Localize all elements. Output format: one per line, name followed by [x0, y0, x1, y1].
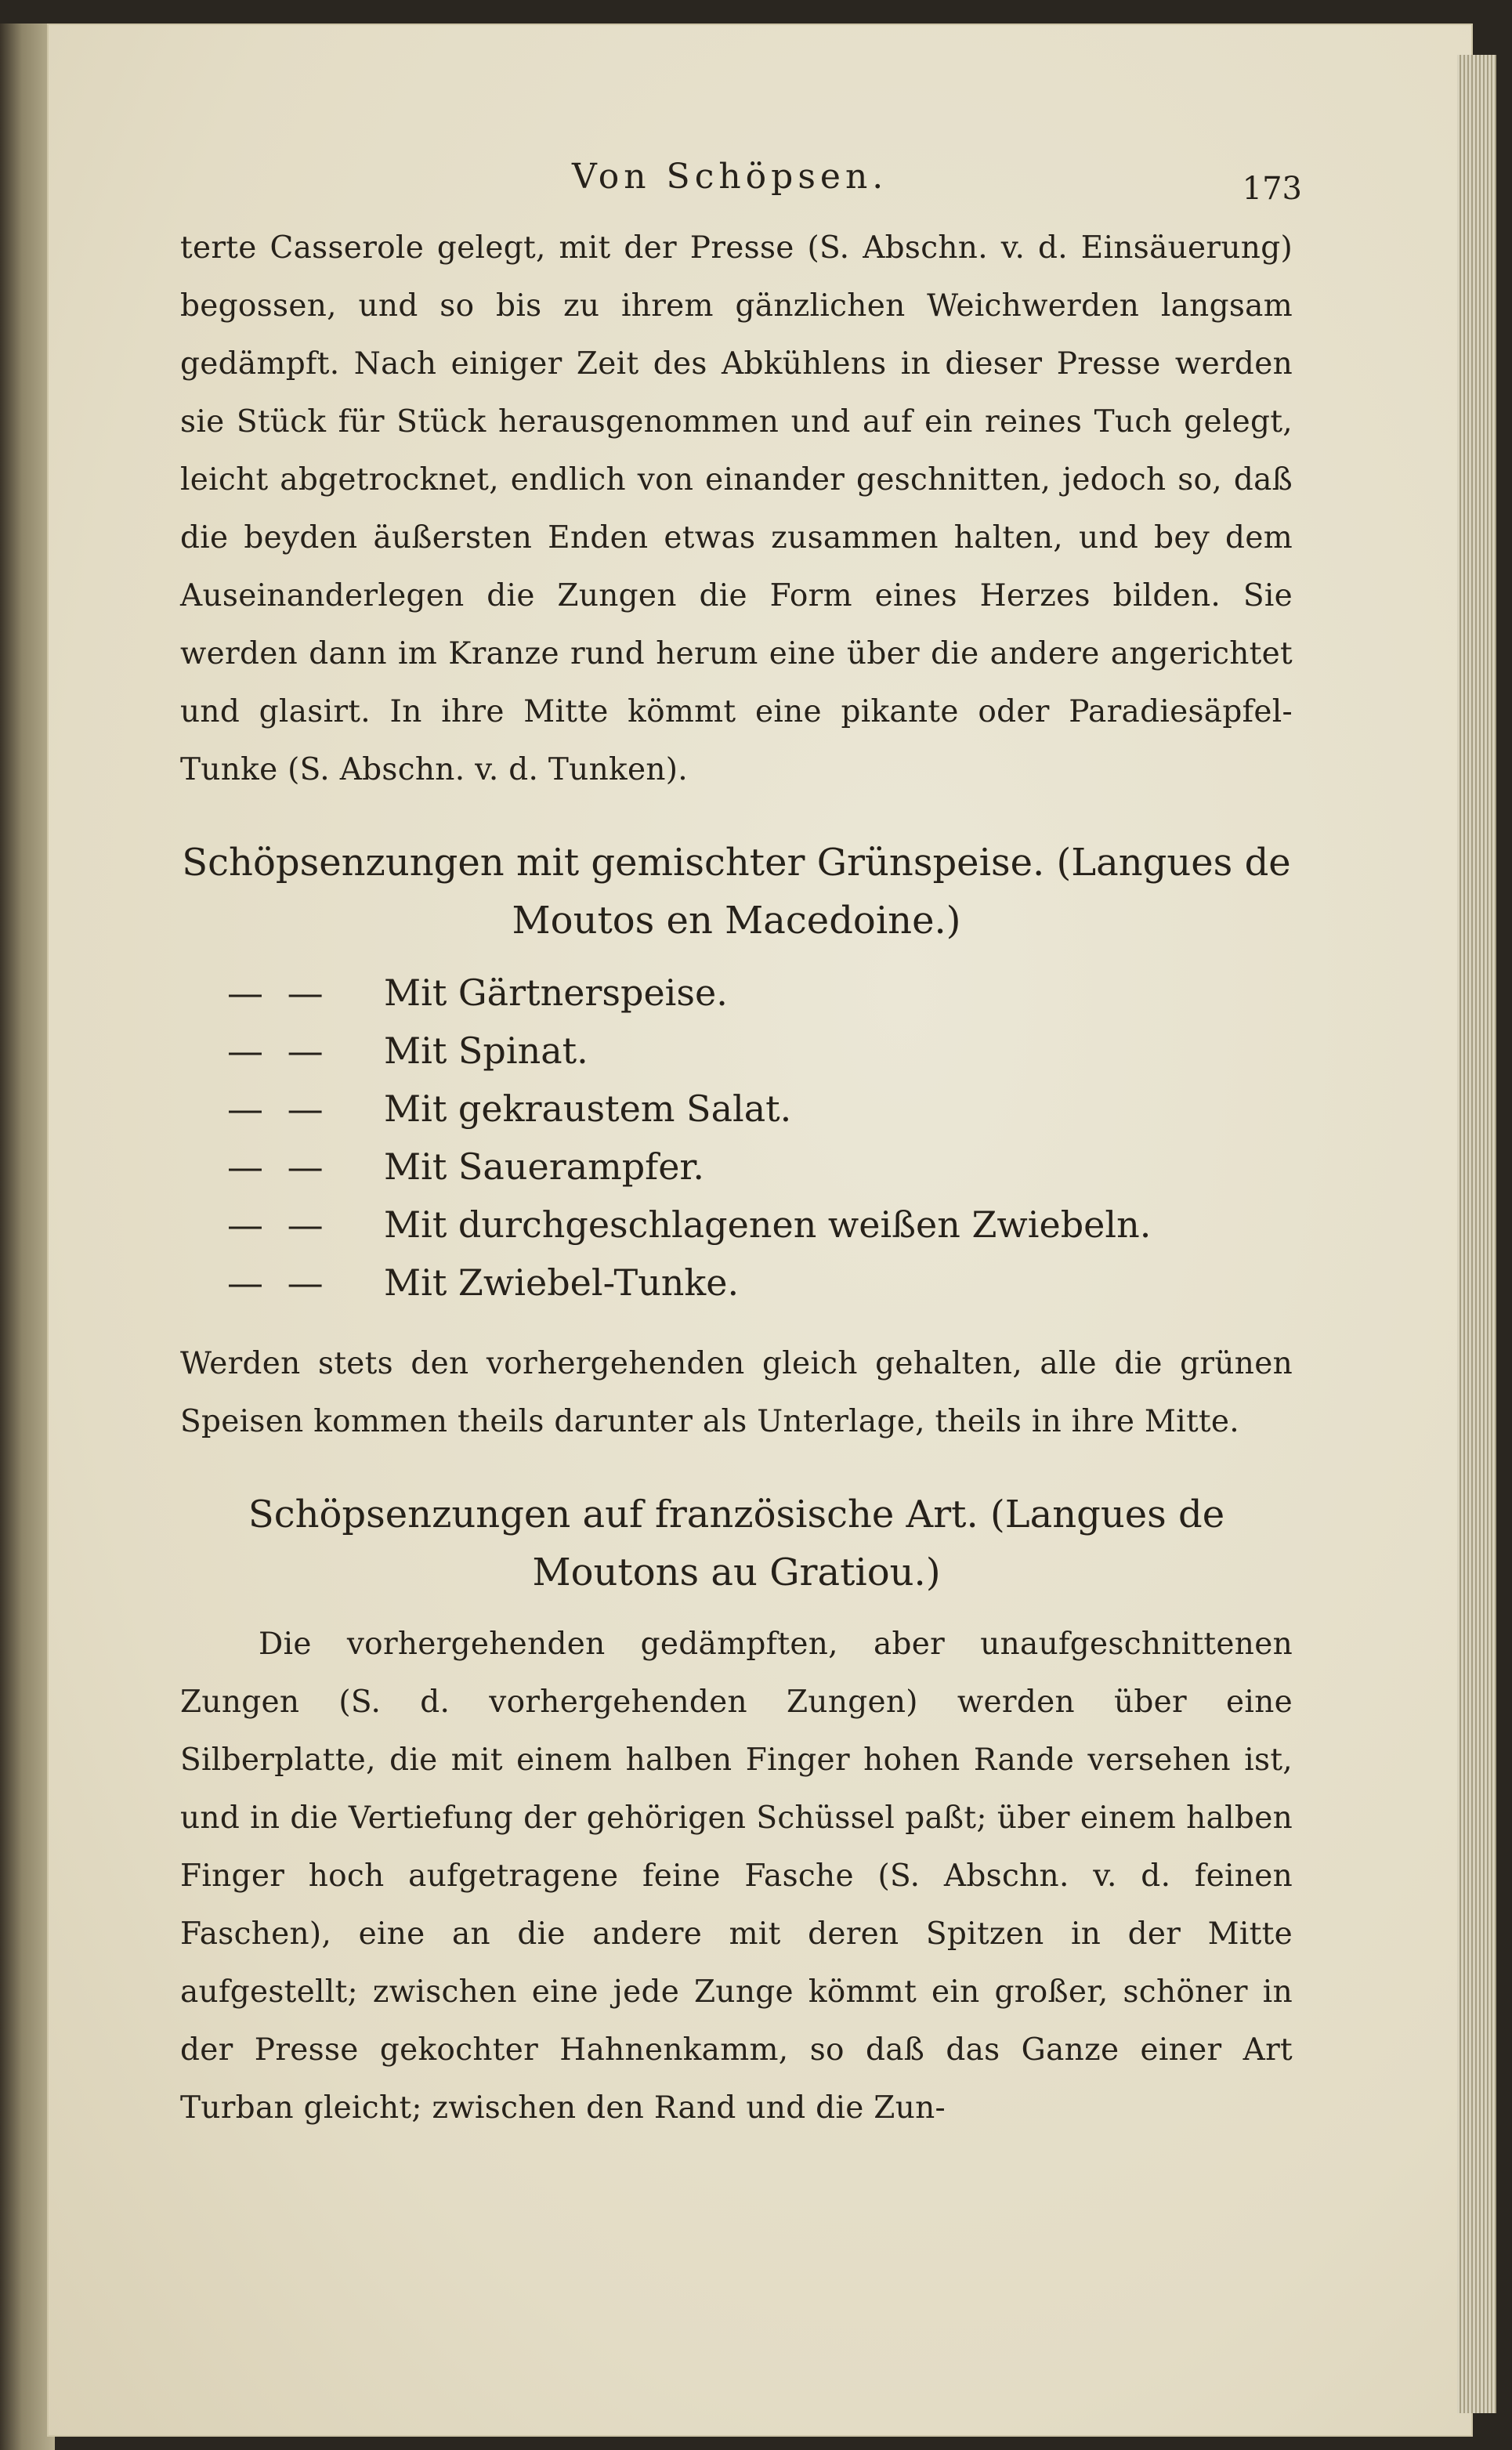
- variant-list: [180, 964, 1293, 1312]
- page-text: [180, 149, 1302, 2137]
- running-head: Von Schöpsen.: [572, 157, 888, 197]
- paragraph-continuation: terte Casserole gelegt, mit der Presse (S. Abschn. v. d. Einsäuerung) begossen, und so bis zu ihrem gänzlichen Weichwerden langsam gedämpft. Nach einiger Zeit des Abkühlens in dieser Presse werden sie Stück für Stück herausgenommen und auf ein reines Tuch gelegt, leicht abgetrocknet, endlich von einander geschnitten, jedoch so, daß die beyden äußersten Enden etwas zusammen halten, und bey dem Auseinanderlegen die Zungen die Form eines Herzes bilden. Sie werden dann im Kranze rund herum eine über die andere angerichtet und glasirt. In ihre Mitte kömmt eine pikante oder Paradiesäpfel-Tunke (S. Abschn. v. d. Tunken).: [180, 230, 1293, 787]
- list-item: — — Mit gekraustem Salat.: [180, 1080, 1293, 1138]
- page-number: 173: [1242, 171, 1302, 207]
- ditto-dash: — —: [227, 1030, 330, 1072]
- paragraph-franzoesisch: Die vorhergehenden gedämpften, aber unaufgeschnittenen Zungen (S. d. vorhergehenden Zungen) werden über eine Silberplatte, die mit einem halben Finger hohen Rande versehen ist, und in die Vertiefung der gehörigen Schüssel paßt; über einem halben Finger hoch aufgetragene feine Fasche (S. Abschn. v. d. feinen Faschen), eine an die andere mit deren Spitzen in der Mitte aufgestellt; zwischen eine jede Zunge kömmt ein großer, schöner in der Presse gekochter Hahnenkamm, so daß das Ganze einer Art Turban gleicht; zwischen den Rand und die Zun-: [180, 1627, 1293, 2126]
- list-item: — — Mit Gärtnerspeise.: [180, 964, 1293, 1022]
- list-item: — — Mit Zwiebel-Tunke.: [180, 1254, 1293, 1312]
- ditto-dash: — —: [227, 972, 330, 1014]
- ditto-dash: — —: [227, 1203, 330, 1246]
- ditto-dash: — —: [227, 1261, 330, 1304]
- section-heading-gruenspeise: Schöpsenzungen mit gemischter Grünspeise. (Langues de Moutos en Macedoine.): [182, 841, 1291, 943]
- list-item: — — Mit Spinat.: [180, 1022, 1293, 1080]
- ditto-dash: — —: [227, 1087, 330, 1130]
- ditto-dash: — —: [227, 1145, 330, 1188]
- section-heading-franzoesisch: Schöpsenzungen auf französische Art. (Langues de Moutons au Gratiou.): [248, 1493, 1225, 1594]
- paragraph-gruenspeise-note: Werden stets den vorhergehenden gleich gehalten, alle die grünen Speisen kommen theils darunter als Unterlage, theils in ihre Mitte.: [180, 1346, 1293, 1439]
- page-header: [180, 149, 1302, 219]
- page-stack-edge: [1457, 55, 1496, 2413]
- list-item: — — Mit durchgeschlagenen weißen Zwiebeln.: [180, 1196, 1293, 1254]
- list-item: — — Mit Sauerampfer.: [180, 1138, 1293, 1196]
